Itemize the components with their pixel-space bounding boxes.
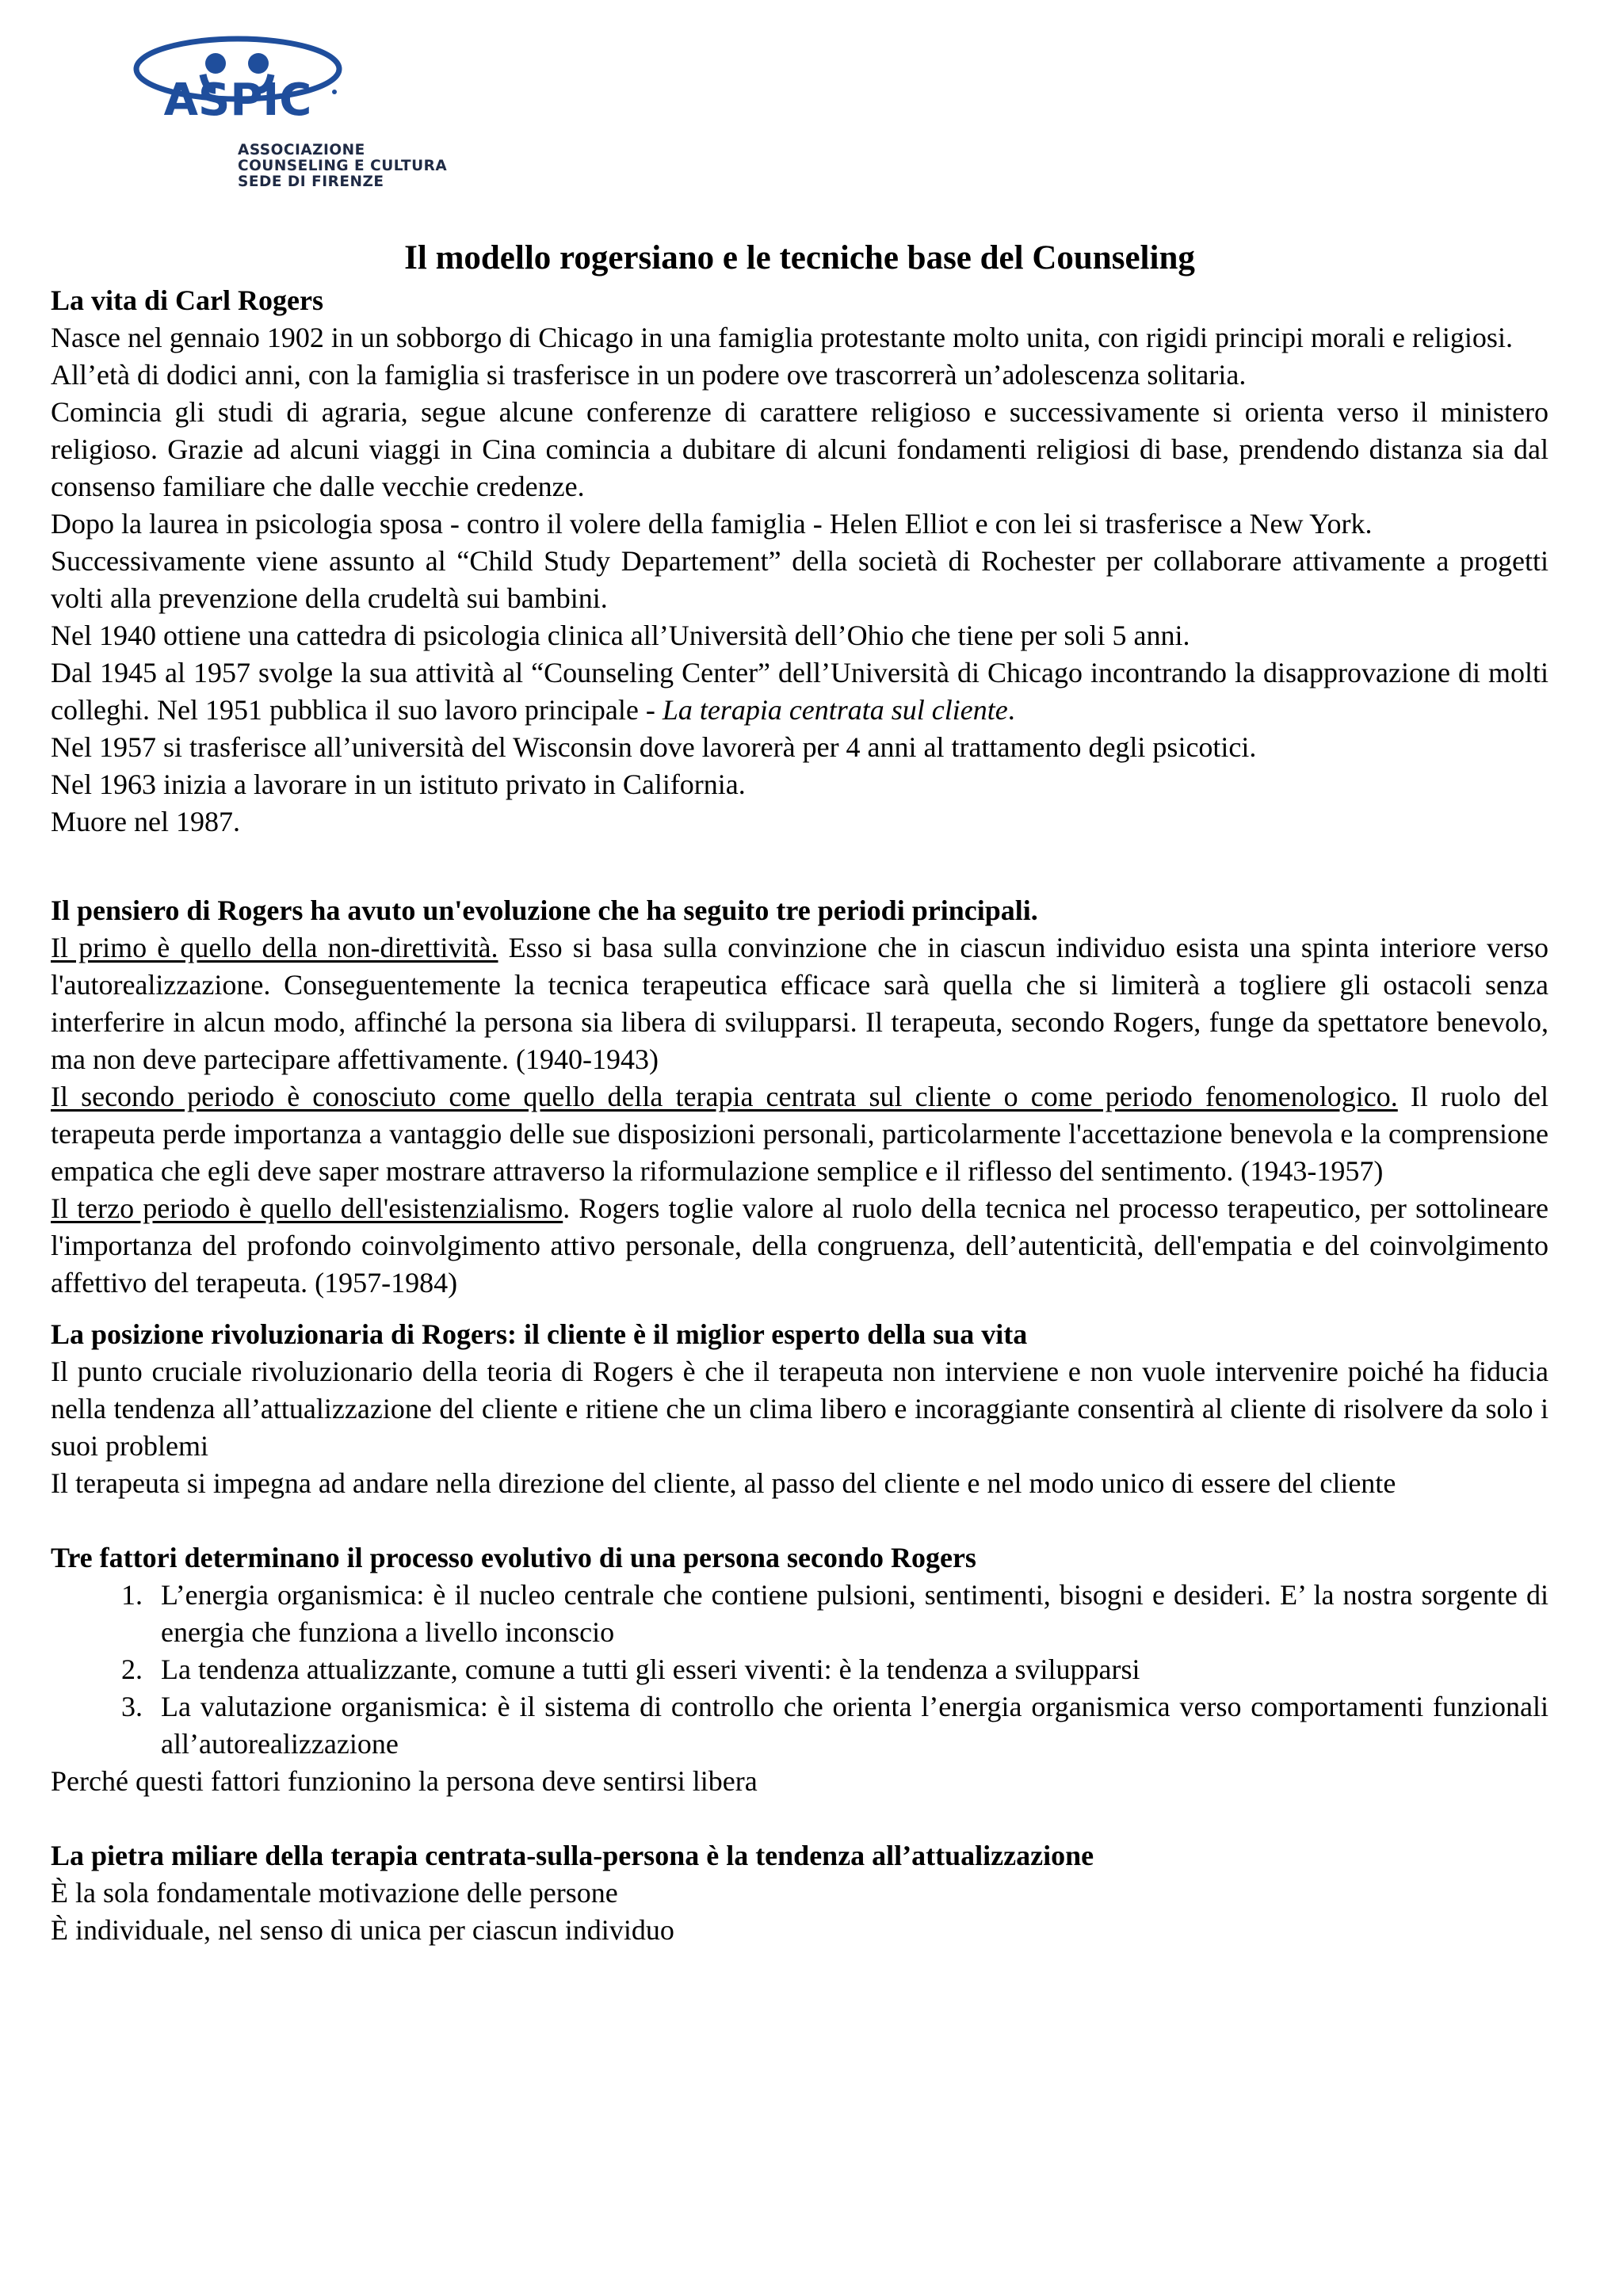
paragraph-text: Dal 1945 al 1957 svolge la sua attività al “Counseling Center” dell’Università di Chicago incontrando la disapprovazione di molti colleghi. Nel 1951 pubblica il suo lavoro principale -: [51, 657, 1549, 726]
spacer: [51, 1800, 1549, 1837]
paragraph: Dopo la laurea in psicologia sposa - contro il volere della famiglia - Helen Elliot e con lei si trasferisce a New York.: [51, 508, 1373, 540]
paragraph: Comincia gli studi di agraria, segue alcune conferenze di carattere religioso e successivamente si orienta verso il ministero religioso. Grazie ad alcuni viaggi in Cina comincia a dubitare di alcuni fondamenti religiosi di base, prendendo distanza sia dal consenso familiare che dalle vecchie credenze.: [51, 396, 1549, 502]
section-heading: La vita di Carl Rogers: [51, 284, 323, 316]
numbered-list: [51, 1577, 1549, 1763]
document-body: [51, 238, 1549, 1949]
paragraph: [51, 1078, 1549, 1190]
underlined-phrase: Il terzo periodo è quello dell'esistenzialismo: [51, 1192, 563, 1224]
paragraph: [51, 929, 1549, 1078]
section-heading: Il pensiero di Rogers ha avuto un'evoluzione che ha seguito tre periodi principali.: [51, 894, 1038, 926]
paragraph: Nel 1963 inizia a lavorare in un istituto privato in California.: [51, 769, 746, 800]
paragraph: [51, 654, 1549, 729]
paragraph-text: . Rogers toglie valore al ruolo della tecnica nel processo terapeutico, per sottolineare l'importanza del profondo coinvolgimento attivo personale, della congruenza, dell’autenticità, dell'empatia e del coinvolgimento affettivo del terapeuta. (1957-1984): [51, 1192, 1549, 1299]
paragraph: Il terapeuta si impegna ad andare nella direzione del cliente, al passo del cliente e nel modo unico di essere del cliente: [51, 1467, 1396, 1499]
book-title: La terapia centrata sul cliente: [662, 694, 1008, 726]
paragraph: Il punto cruciale rivoluzionario della teoria di Rogers è che il terapeuta non interviene e non vuole intervenire poiché ha fiducia nella tendenza all’attualizzazione del cliente e ritiene che un clima libero e incoraggiante consentirà al cliente di risolvere da solo i suoi problemi: [51, 1356, 1549, 1462]
paragraph-text: .: [1007, 694, 1015, 726]
logo-subtitle: [238, 143, 447, 190]
paragraph: Nel 1957 si trasferisce all’università del Wisconsin dove lavorerà per 4 anni al trattamento degli psicotici.: [51, 731, 1257, 763]
aspic-logo-icon: [127, 33, 349, 136]
section-heading: La posizione rivoluzionaria di Rogers: il cliente è il miglior esperto della sua vita: [51, 1318, 1028, 1350]
paragraph-text: Il ruolo del terapeuta perde importanza a vantaggio delle sue disposizioni personali, particolarmente l'accettazione benevola e la comprensione empatica che egli deve saper mostrare attraverso la riformulazione semplice e il riflesso del sentimento. (1943-1957): [51, 1081, 1549, 1187]
spacer: [51, 1302, 1549, 1316]
list-item: 1. L’energia organismica: è il nucleo centrale che contiene pulsioni, sentimenti, bisogni e desideri. E’ la nostra sorgente di energia che funziona a livello inconscio: [150, 1577, 1549, 1651]
underlined-phrase: Il secondo periodo è conosciuto come quello della terapia centrata sul cliente o come periodo fenomenologico.: [51, 1081, 1398, 1112]
paragraph: Successivamente viene assunto al “Child Study Departement” della società di Rochester per collaborare attivamente a progetti volti alla prevenzione della crudeltà sui bambini.: [51, 545, 1549, 614]
paragraph: Nasce nel gennaio 1902 in un sobborgo di Chicago in una famiglia protestante molto unita, con rigidi principi morali e religiosi.: [51, 322, 1513, 353]
spacer: [51, 841, 1549, 878]
paragraph-text: Esso si basa sulla convinzione che in ciascun individuo esista una spinta interiore verso l'autorealizzazione. Conseguentemente la tecnica terapeutica efficace sarà quella che si limiterà a togliere gli ostacoli senza interferire in alcun modo, affinché la persona sia libera di svilupparsi. Il terapeuta, secondo Rogers, funge da spettatore benevolo, ma non deve partecipare affettivamente. (1940-1943): [51, 932, 1549, 1075]
logo-sub-line: COUNSELING E CULTURA: [238, 158, 448, 174]
logo-sub-line: SEDE DI FIRENZE: [238, 174, 384, 190]
spacer: [51, 878, 1549, 892]
paragraph: Nel 1940 ottiene una cattedra di psicologia clinica all’Università dell’Ohio che tiene per soli 5 anni.: [51, 620, 1190, 651]
underlined-phrase: Il primo è quello della non-direttività.: [51, 932, 498, 963]
aspic-logo: [127, 33, 460, 192]
paragraph: È individuale, nel senso di unica per ciascun individuo: [51, 1914, 674, 1946]
paragraph: All’età di dodici anni, con la famiglia si trasferisce in un podere ove trascorrerà un’adolescenza solitaria.: [51, 359, 1247, 391]
logo-name: ASPIC: [163, 74, 312, 126]
paragraph: Muore nel 1987.: [51, 806, 240, 837]
list-item: 2. La tendenza attualizzante, comune a tutti gli esseri viventi: è la tendenza a svilupparsi: [150, 1651, 1549, 1688]
paragraph: [51, 1190, 1549, 1302]
section-heading: Tre fattori determinano il processo evolutivo di una persona secondo Rogers: [51, 1542, 976, 1573]
logo-sub-line: ASSOCIAZIONE: [238, 142, 365, 158]
list-item: 3. La valutazione organismica: è il sistema di controllo che orienta l’energia organismica verso comportamenti funzionali all’autorealizzazione: [150, 1688, 1549, 1763]
section-heading: La pietra miliare della terapia centrata-sulla-persona è la tendenza all’attualizzazione: [51, 1840, 1094, 1871]
paragraph: È la sola fondamentale motivazione delle persone: [51, 1877, 618, 1909]
spacer: [51, 1502, 1549, 1539]
paragraph: Perché questi fattori funzionino la persona deve sentirsi libera: [51, 1765, 758, 1797]
document-title: Il modello rogersiano e le tecniche base del Counseling: [404, 239, 1195, 277]
